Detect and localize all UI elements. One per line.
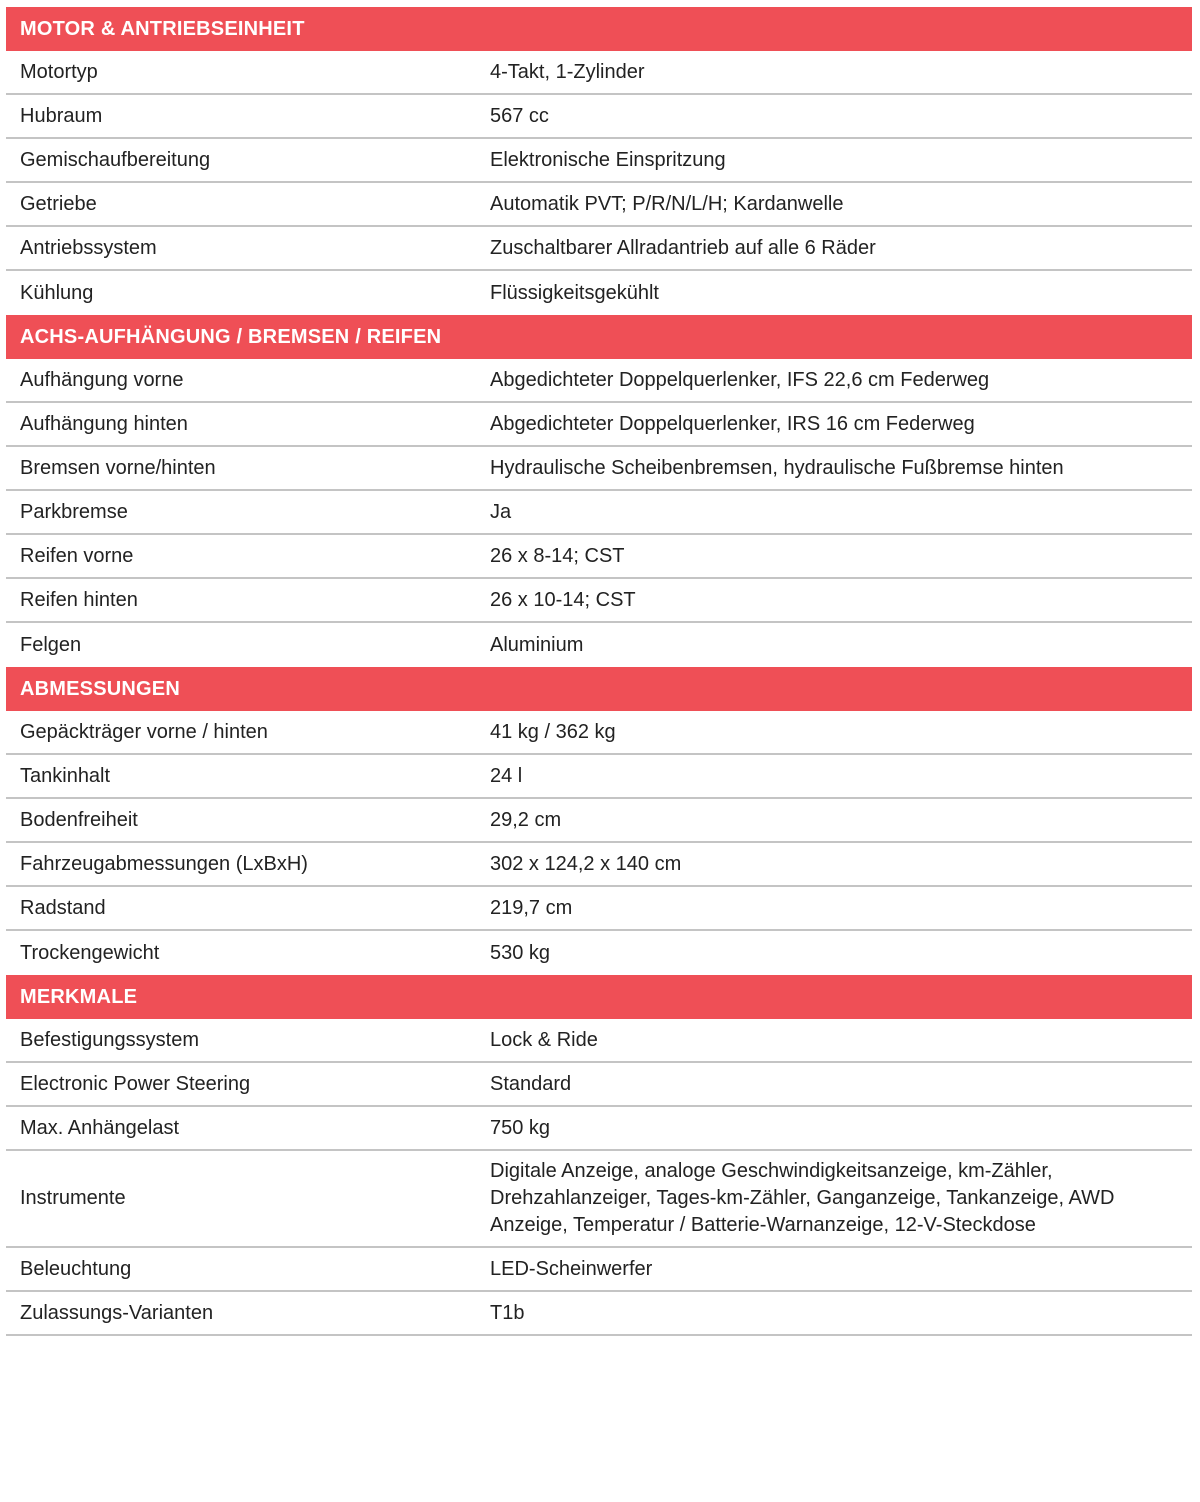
spec-label: Antriebssystem <box>20 236 157 259</box>
spec-label: Fahrzeugabmessungen (LxBxH) <box>20 852 308 875</box>
spec-label: Gepäckträger vorne / hinten <box>20 720 268 743</box>
spec-value: 41 kg / 362 kg <box>490 720 616 743</box>
spec-row <box>6 755 1192 799</box>
spec-value: Zuschaltbarer Allradantrieb auf alle 6 Räder <box>490 236 876 259</box>
section-suspension-brakes-tires <box>6 315 1192 667</box>
spec-value: Lock & Ride <box>490 1028 598 1051</box>
spec-row <box>6 95 1192 139</box>
spec-label: Electronic Power Steering <box>20 1072 251 1095</box>
spec-label: Motortyp <box>20 60 98 83</box>
spec-row <box>6 887 1192 931</box>
spec-row <box>6 1248 1192 1292</box>
spec-row <box>6 51 1192 95</box>
spec-label: Getriebe <box>20 192 97 215</box>
spec-label: Gemischaufbereitung <box>20 148 211 171</box>
spec-label: Bremsen vorne/hinten <box>20 456 216 479</box>
section-motor <box>6 7 1192 315</box>
spec-label: Trockengewicht <box>20 941 160 964</box>
spec-label: Parkbremse <box>20 500 128 523</box>
spec-label: Aufhängung hinten <box>20 412 188 435</box>
spec-value: 567 cc <box>490 104 549 127</box>
section-header: MERKMALE <box>6 975 1192 1019</box>
spec-row <box>6 843 1192 887</box>
spec-row <box>6 579 1192 623</box>
spec-label: Felgen <box>20 633 82 656</box>
spec-row <box>6 535 1192 579</box>
spec-label: Befestigungssystem <box>20 1028 199 1051</box>
spec-row <box>6 1151 1192 1248</box>
spec-label: Kühlung <box>20 281 94 304</box>
spec-row <box>6 491 1192 535</box>
spec-row <box>6 623 1192 667</box>
spec-row <box>6 359 1192 403</box>
spec-table <box>6 7 1192 1336</box>
spec-label: Beleuchtung <box>20 1257 132 1280</box>
spec-row <box>6 1063 1192 1107</box>
spec-row <box>6 271 1192 315</box>
spec-value: 24 l <box>490 764 523 787</box>
spec-label: Instrumente <box>20 1187 126 1209</box>
spec-row <box>6 931 1192 975</box>
spec-value: Hydraulische Scheibenbremsen, hydraulische Fußbremse hinten <box>490 456 1064 479</box>
section-features <box>6 975 1192 1336</box>
spec-label: Bodenfreiheit <box>20 808 138 831</box>
spec-value: T1b <box>490 1301 525 1324</box>
spec-label: Tankinhalt <box>20 764 111 787</box>
spec-label: Radstand <box>20 896 106 919</box>
spec-value: 29,2 cm <box>490 808 562 831</box>
spec-value: Ja <box>490 500 512 523</box>
spec-label: Reifen hinten <box>20 588 138 611</box>
spec-value: Standard <box>490 1072 572 1095</box>
spec-value: 219,7 cm <box>490 896 573 919</box>
spec-value: Abgedichteter Doppelquerlenker, IFS 22,6 cm Federweg <box>490 368 990 391</box>
spec-value: LED-Scheinwerfer <box>490 1257 653 1280</box>
spec-value: Flüssigkeitsgekühlt <box>490 281 659 304</box>
spec-row <box>6 1107 1192 1151</box>
spec-value: Elektronische Einspritzung <box>490 148 726 171</box>
spec-row <box>6 183 1192 227</box>
spec-row <box>6 799 1192 843</box>
section-dimensions <box>6 667 1192 975</box>
section-header: MOTOR & ANTRIEBSEINHEIT <box>6 7 1192 51</box>
spec-value: 4-Takt, 1-Zylinder <box>490 60 645 83</box>
spec-row <box>6 1292 1192 1336</box>
section-header: ABMESSUNGEN <box>6 667 1192 711</box>
spec-value: 26 x 8-14; CST <box>490 544 625 567</box>
spec-value: 750 kg <box>490 1116 551 1139</box>
spec-label: Hubraum <box>20 104 103 127</box>
section-header: ACHS-AUFHÄNGUNG / BREMSEN / REIFEN <box>6 315 1192 359</box>
spec-value: 302 x 124,2 x 140 cm <box>490 852 682 875</box>
spec-value: 530 kg <box>490 941 551 964</box>
spec-row <box>6 403 1192 447</box>
spec-value: Abgedichteter Doppelquerlenker, IRS 16 cm Federweg <box>490 412 975 435</box>
spec-value: Digitale Anzeige, analoge Geschwindigkeitsanzeige, km-Zähler, Drehzahlanzeiger, Tages-km-Zähler, Ganganzeige, Tankanzeige, AWD Anzeige, Temperatur / Batterie-Warnanzeige, 12-V-Steckdose <box>490 1160 1115 1236</box>
spec-row <box>6 227 1192 271</box>
spec-value: Automatik PVT; P/R/N/L/H; Kardanwelle <box>490 192 844 215</box>
spec-row <box>6 447 1192 491</box>
spec-row <box>6 711 1192 755</box>
spec-label: Max. Anhängelast <box>20 1116 179 1139</box>
spec-row <box>6 1019 1192 1063</box>
spec-row <box>6 139 1192 183</box>
spec-label: Zulassungs-Varianten <box>20 1301 214 1324</box>
spec-label: Reifen vorne <box>20 544 134 567</box>
spec-value: 26 x 10-14; CST <box>490 588 636 611</box>
spec-label: Aufhängung vorne <box>20 368 184 391</box>
spec-value: Aluminium <box>490 633 584 656</box>
